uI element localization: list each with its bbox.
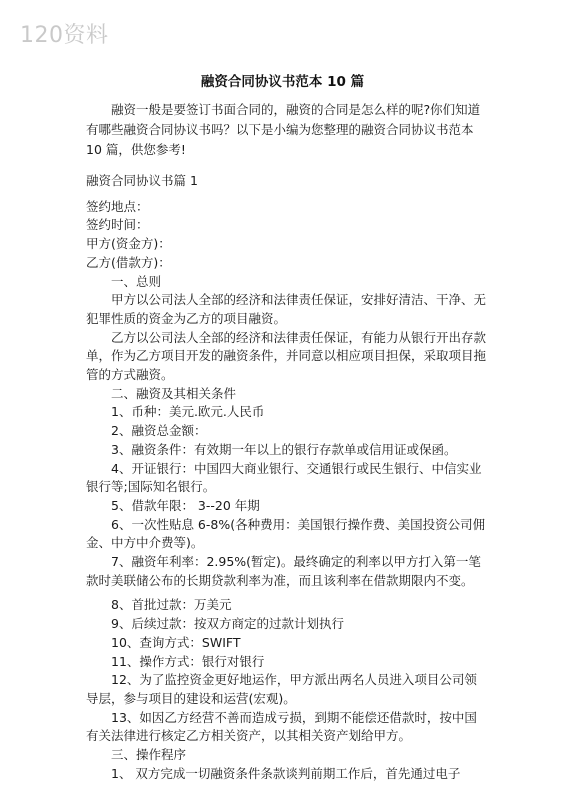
- list-item: 9、后续过款：按双方商定的过款计划执行: [111, 616, 344, 632]
- list-item: 6、一次性贴息 6-8%(各种费用：美国银行操作费、美国投资公司佣金、中方中介费等)。: [86, 516, 486, 551]
- list-item: 1、币种：美元.欧元.人民币: [111, 404, 265, 420]
- section-title: 融资合同协议书篇 1: [86, 173, 198, 188]
- list-item: 3、融资条件：有效期一年以上的银行存款单或信用证或保函。: [111, 441, 457, 457]
- document-title: 融资合同协议书范本 10 篇: [200, 74, 365, 90]
- list-item: 1、 双方完成一切融资条件条款谈判前期工作后，首先通过电子: [111, 765, 461, 781]
- watermark-logo: 120资料: [20, 23, 109, 48]
- paragraph: 乙方以公司法人全部的经济和法律责任保证，有能力从银行开出存款单，作为乙方项目开发的融资条件，并同意以相应项目担保，采取项目拖管的方式融资。: [86, 329, 487, 383]
- list-item: 10、查询方式：SWIFT: [111, 634, 241, 650]
- field-sign-time: 签约时间：: [86, 217, 149, 233]
- field-party-b: 乙方(借款方)：: [86, 254, 171, 270]
- heading-procedure: 三、操作程序: [111, 747, 187, 763]
- intro-paragraph: 融资一般是要签订书面合同的，融资的合同是怎么样的呢?你们知道有哪些融资合同协议书吗？以下是小编为您整理的融资合同协议书范本 10 篇，供您参考!: [86, 102, 481, 157]
- list-item: 7、融资年利率：2.95%(暂定)。最终确定的利率以甲方打入第一笔款时美联储公布的长期贷款利率为准，而且该利率在借款期限内不变。: [86, 554, 481, 588]
- document-body: [86, 172, 486, 784]
- list-item: 2、融资总金额：: [111, 423, 207, 439]
- list-item: 11、操作方式：银行对银行: [111, 653, 265, 669]
- field-sign-place: 签约地点：: [86, 198, 149, 214]
- list-item: 4、开证银行：中国四大商业银行、交通银行或民生银行、中信实业银行等;国际知名银行。: [86, 460, 482, 495]
- heading-financing-terms: 二、融资及其相关条件: [111, 385, 237, 401]
- list-item: 12、为了监控资金更好地运作，甲方派出两名人员进入项目公司领导层，参与项目的建设和运营(宏观)。: [86, 672, 477, 706]
- list-item: 8、首批过款：万美元: [111, 597, 232, 613]
- paragraph: 甲方以公司法人全部的经济和法律责任保证，安排好清洁、干净、无犯罪性质的资金为乙方的项目融资。: [86, 292, 487, 326]
- list-item: 13、如因乙方经营不善而造成亏损，到期不能偿还借款时，按中国有关法律进行核定乙方相关资产，以其相关资产划给甲方。: [86, 709, 477, 744]
- list-item: 5、借款年限： 3--20 年期: [111, 497, 260, 513]
- field-party-a: 甲方(资金方)：: [86, 236, 171, 252]
- heading-general: 一、总则: [111, 273, 162, 289]
